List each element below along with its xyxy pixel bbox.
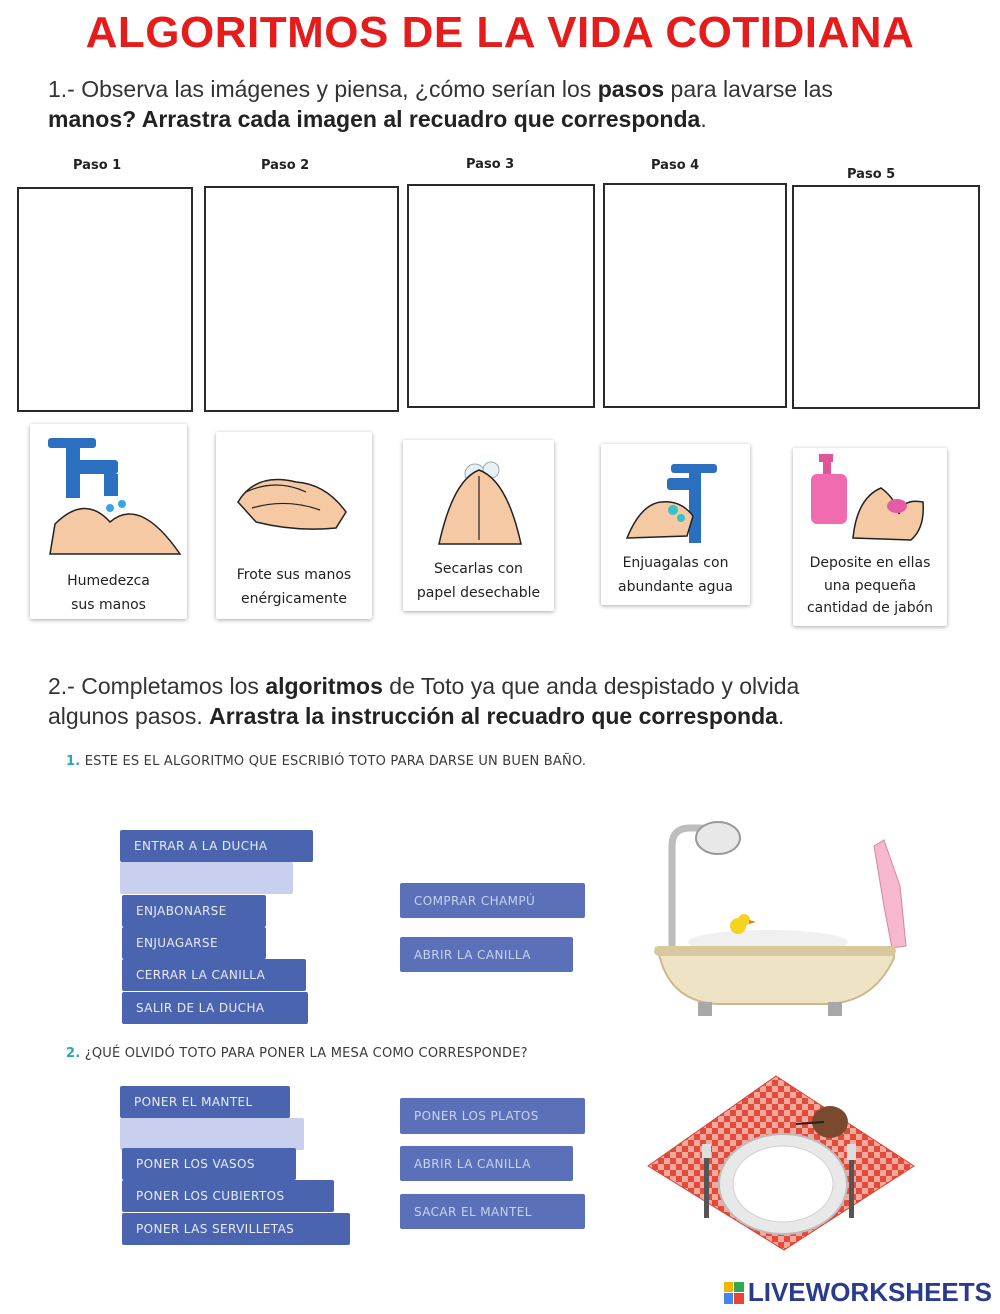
- card-humedezca[interactable]: Humedezca sus manos: [30, 424, 187, 619]
- step-label-3: Paso 3: [466, 157, 515, 172]
- rubbing-hands-icon: [216, 432, 372, 552]
- rinse-hands-icon: [601, 444, 750, 548]
- section2-instruction: 2.- Completamos los algoritmos de Toto ya que anda despistado y olvida algunos pasos. Arrastra la instrucción al recuadro que corresponda.: [48, 673, 800, 729]
- drop-zone-step-1[interactable]: [17, 187, 193, 412]
- page-title: ALGORITMOS DE LA VIDA COTIDIANA: [85, 8, 915, 57]
- algorithm-block: ENJABONARSE: [122, 895, 266, 927]
- drop-zone-step-3[interactable]: [407, 184, 595, 408]
- option-comprar-champu[interactable]: COMPRAR CHAMPÚ: [400, 883, 585, 918]
- soapy-hands-icon: [403, 440, 554, 550]
- option-abrir-canilla[interactable]: ABRIR LA CANILLA: [400, 1146, 573, 1181]
- algorithm-block: ENJUAGARSE: [122, 927, 266, 959]
- option-poner-platos[interactable]: PONER LOS PLATOS: [400, 1098, 585, 1134]
- drop-zone-step-4[interactable]: [603, 183, 787, 408]
- liveworksheets-icon: [724, 1282, 744, 1304]
- faucet-wet-hands-icon: [30, 424, 187, 564]
- algorithm-block: PONER LOS VASOS: [122, 1148, 296, 1180]
- liveworksheets-logo: LIVEWORKSHEETS: [724, 1277, 992, 1308]
- step-label-2: Paso 2: [261, 158, 310, 173]
- algorithm-drop-slot[interactable]: [120, 862, 293, 894]
- step-label-1: Paso 1: [73, 158, 122, 173]
- algorithm-block: PONER LAS SERVILLETAS: [122, 1213, 350, 1245]
- option-abrir-canilla[interactable]: ABRIR LA CANILLA: [400, 937, 573, 972]
- card-deposite[interactable]: Deposite en ellas una pequeña cantidad de jabón: [793, 448, 947, 626]
- algorithm-block: PONER EL MANTEL: [120, 1086, 290, 1118]
- step-label-5: Paso 5: [847, 167, 896, 182]
- algorithm-block: CERRAR LA CANILLA: [122, 959, 306, 991]
- drop-zone-step-5[interactable]: [792, 185, 980, 409]
- soap-dispenser-icon: [793, 448, 947, 548]
- card-enjuagalas[interactable]: Enjuagalas con abundante agua: [601, 444, 750, 605]
- question-2-title: 2. ¿QUÉ OLVIDÓ TOTO PARA PONER LA MESA COMO CORRESPONDE?: [66, 1046, 528, 1061]
- drop-zone-step-2[interactable]: [204, 186, 399, 412]
- card-frote[interactable]: Frote sus manos enérgicamente: [216, 432, 372, 619]
- algorithm-block: PONER LOS CUBIERTOS: [122, 1180, 334, 1212]
- algorithm-drop-slot[interactable]: [120, 1118, 304, 1150]
- question-1-title: 1. ESTE ES EL ALGORITMO QUE ESCRIBIÓ TOTO PARA DARSE UN BUEN BAÑO.: [66, 754, 587, 769]
- section1-instruction: 1.- Observa las imágenes y piensa, ¿cómo serían los pasos para lavarse las manos? Arrastra cada imagen al recuadro que corresponda.: [48, 76, 833, 132]
- algorithm-block: SALIR DE LA DUCHA: [122, 992, 308, 1024]
- bathtub-illustration: [648, 816, 910, 1028]
- step-label-4: Paso 4: [651, 158, 700, 173]
- algorithm-block: ENTRAR A LA DUCHA: [120, 830, 313, 862]
- table-setting-illustration: [646, 1074, 916, 1252]
- option-sacar-mantel[interactable]: SACAR EL MANTEL: [400, 1194, 585, 1229]
- card-secarlas[interactable]: Secarlas con papel desechable: [403, 440, 554, 611]
